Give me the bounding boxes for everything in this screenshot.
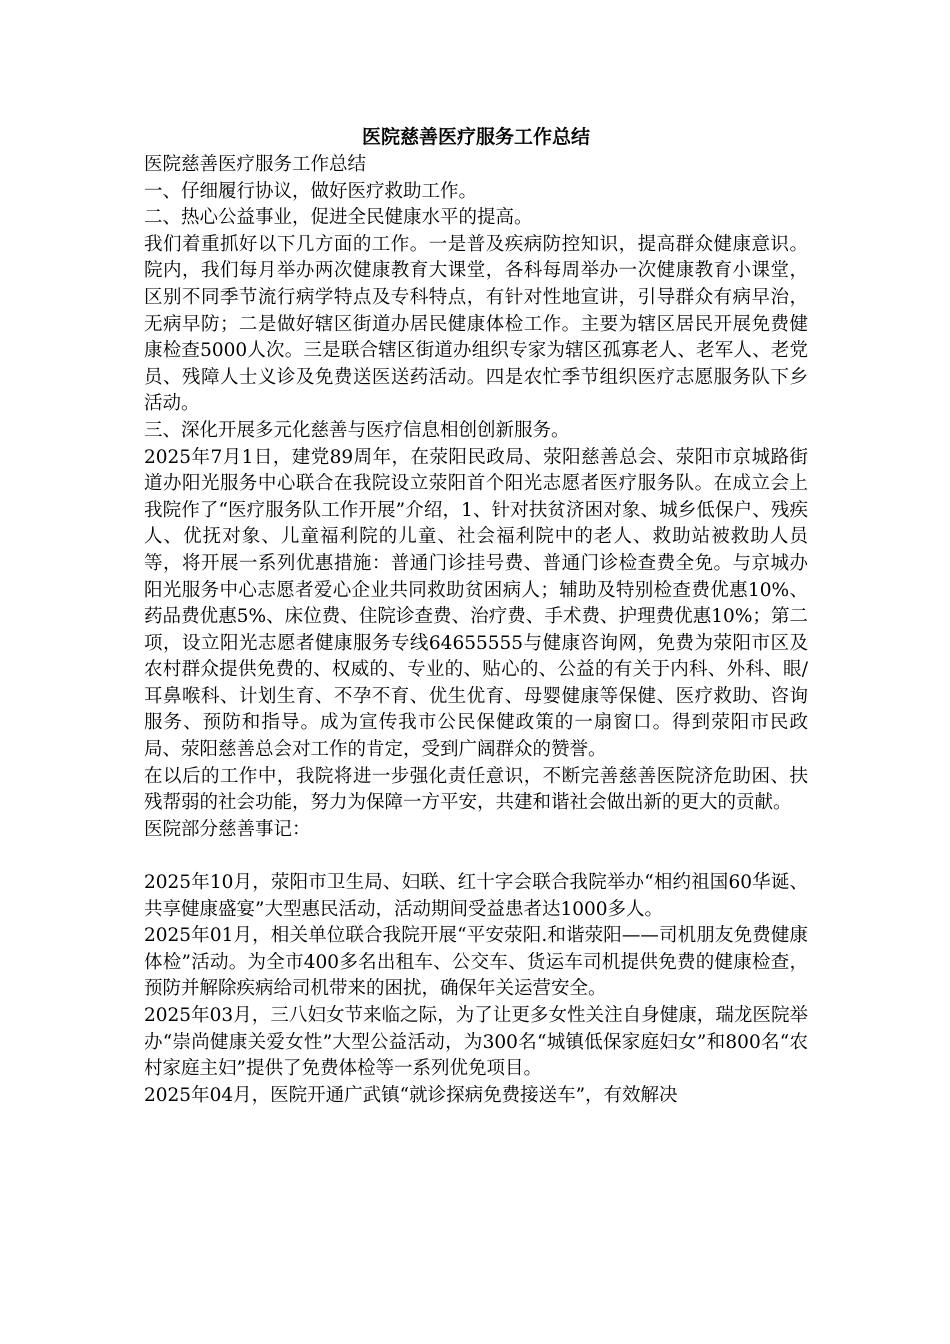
paragraph-event-january: 2025年01月，相关单位联合我院开展“平安荥阳.和谐荥阳——司机朋友免费健康体检”活动。为全市400多名出租车、公交车、货运车司机提供免费的健康检查，预防并解除疾病给司机带来的困扰，确保年关运营安全。	[144, 925, 808, 1000]
paragraph-health-education: 我们着重抓好以下几方面的工作。一是普及疾病防控知识，提高群众健康意识。院内，我们每月举办两次健康教育大课堂，各科每周举办一次健康教育小课堂，区别不同季节流行病学特点及专科特点，有针对性地宣讲，引导群众有病早治，无病早防；二是做好辖区街道办居民健康体检工作。主要为辖区居民开展免费健康检查5000人次。三是联合辖区街道办组织专家为辖区孤寡老人、老军人、老党员、残障人士义诊及免费送医送药活动。四是农忙季节组织医疗志愿服务队下乡活动。	[144, 233, 808, 415]
paragraph-future-work: 在以后的工作中，我院将进一步强化责任意识，不断完善慈善医院济危助困、扶残帮弱的社会功能，努力为保障一方平安，共建和谐社会做出新的更大的贡献。	[144, 765, 808, 814]
paragraph-section-3: 三、深化开展多元化慈善与医疗信息相创创新服务。	[144, 419, 570, 441]
document-title: 医院慈善医疗服务工作总结	[361, 126, 590, 148]
paragraph-event-april: 2025年04月，医院开通广武镇“就诊探病免费接送车”，有效解决	[144, 1084, 678, 1106]
blank-line	[144, 843, 808, 870]
paragraph-section-1: 一、仔细履行协议，做好医疗救助工作。	[144, 180, 478, 202]
paragraph-volunteer-team: 2025年7月1日，建党89周年，在荥阳民政局、荥阳慈善总会、荥阳市京城路街道办阳光服务中心联合在我院设立荥阳首个阳光志愿者医疗服务队。在成立会上我院作了“医疗服务队工作开展”介绍，1、针对扶贫济困对象、城乡低保户、残疾人、优抚对象、儿童福利院的儿童、社会福利院中的老人、救助站被救助人员等，将开展一系列优惠措施：普通门诊挂号费、普通门诊检查费全免。与京城办阳光服务中心志愿者爱心企业共同救助贫困病人；辅助及特别检查费优惠10%、药品费优惠5%、床位费、住院诊查费、治疗费、手术费、护理费优惠10%；第二项，设立阳光志愿者健康服务专线64655555与健康咨询网，免费为荥阳市区及农村群众提供免费的、权威的、专业的、贴心的、公益的有关于内科、外科、眼/耳鼻喉科、计划生育、不孕不育、优生优育、母婴健康等保健、医疗救助、咨询服务、预防和指导。成为宣传我市公民保健政策的一扇窗口。得到荥阳市民政局、荥阳慈善总会对工作的肯定，受到广阔群众的赞誉。	[144, 446, 808, 761]
paragraph-subtitle: 医院慈善医疗服务工作总结	[144, 154, 367, 175]
paragraph-event-march: 2025年03月，三八妇女节来临之际，为了让更多女性关注自身健康，瑞龙医院举办“崇尚健康关爱女性”大型公益活动，为300名“城镇低保家庭妇女”和800名“农村家庭主妇”提供了免费体检等一系列优免项目。	[144, 1005, 808, 1080]
paragraph-section-2: 二、热心公益事业，促进全民健康水平的提高。	[144, 207, 533, 229]
document-page	[144, 122, 808, 1109]
paragraph-event-october: 2025年10月，荥阳市卫生局、妇联、红十字会联合我院举办“相约祖国60华诞、共享健康盛宴”大型惠民活动，活动期间受益患者达1000多人。	[144, 872, 808, 920]
paragraph-events-heading: 医院部分慈善事记：	[144, 818, 311, 840]
